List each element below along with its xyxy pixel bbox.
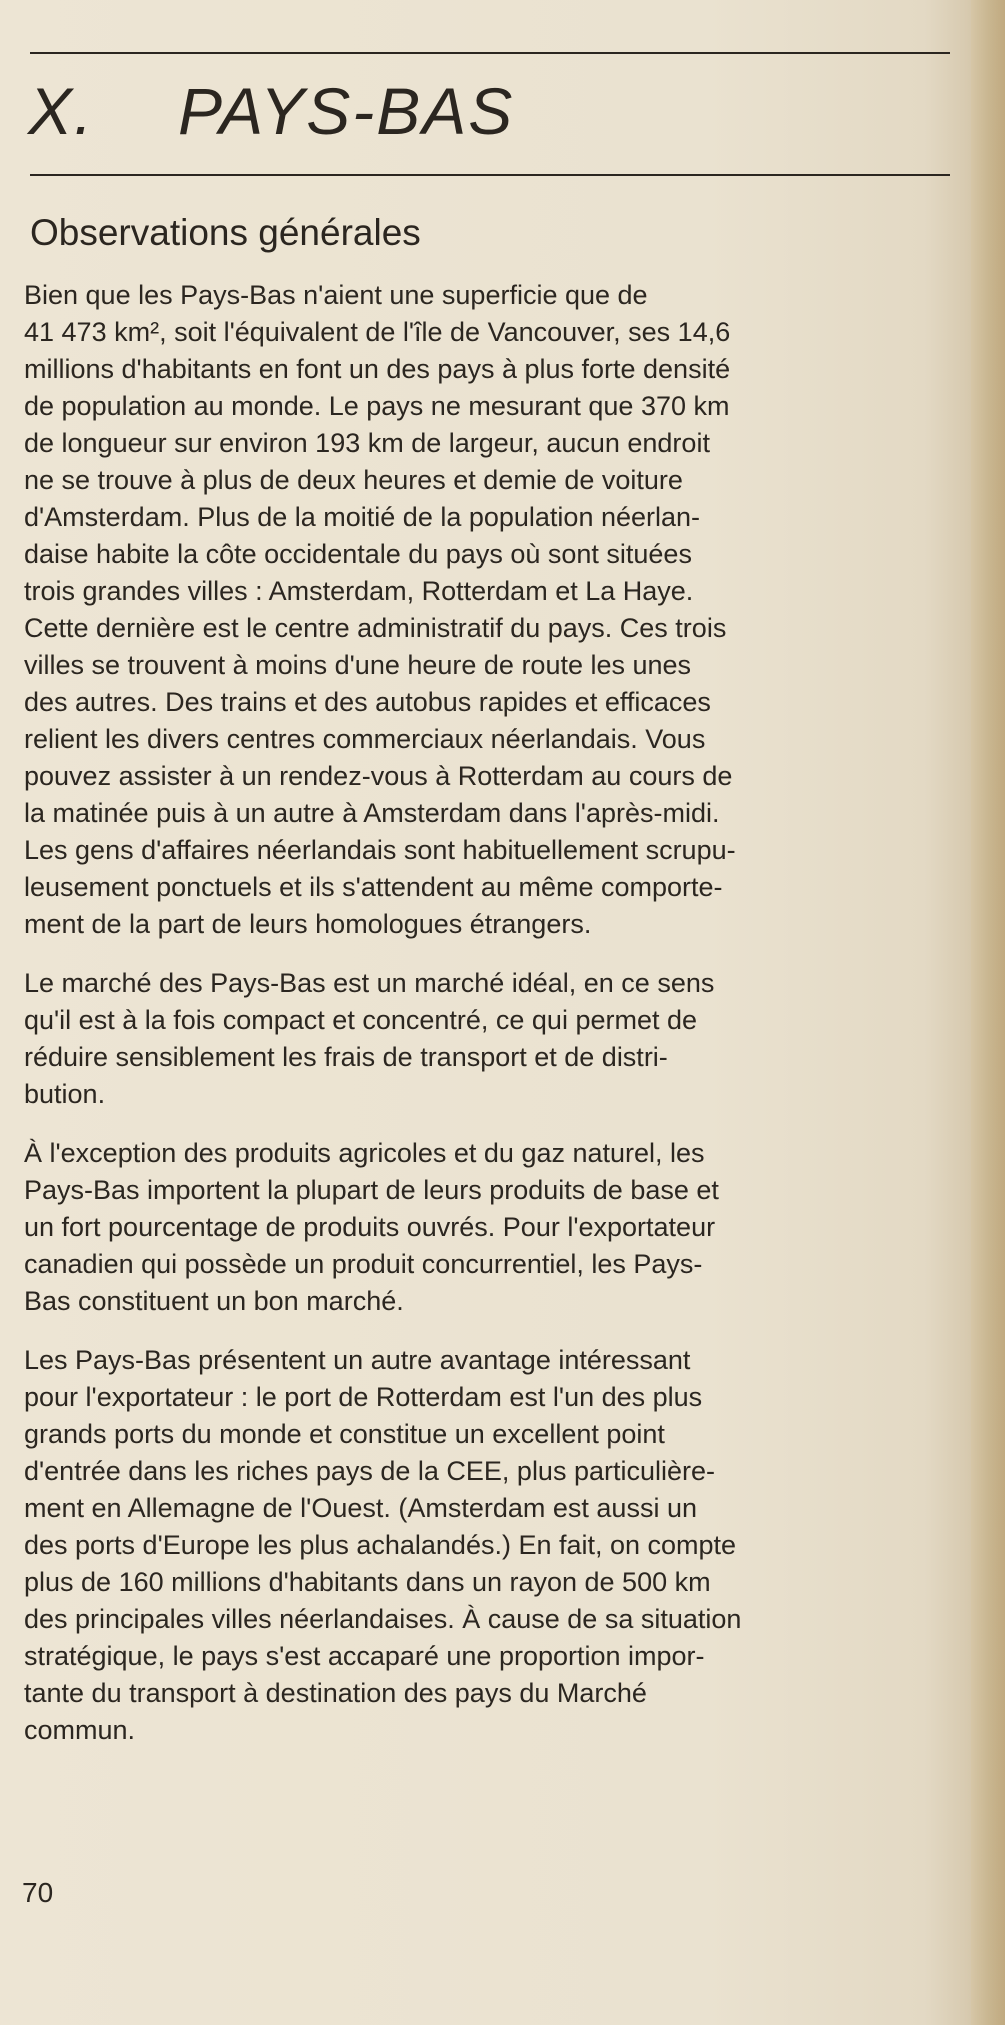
text-line: Bien que les Pays-Bas n'aient une superficie que de bbox=[24, 280, 648, 310]
text-line: commun. bbox=[24, 1715, 136, 1745]
section-heading: Observations générales bbox=[30, 212, 421, 253]
text-line: des autres. Des trains et des autobus rapides et efficaces bbox=[24, 687, 711, 717]
chapter-name: PAYS-BAS bbox=[178, 74, 515, 148]
text-line: ment de la part de leurs homologues étrangers. bbox=[24, 909, 592, 939]
header-rule-bottom bbox=[30, 174, 950, 176]
text-line: d'entrée dans les riches pays de la CEE, plus particulière- bbox=[24, 1456, 716, 1486]
text-line: des principales villes néerlandaises. À cause de sa situation bbox=[24, 1604, 742, 1634]
text-line: daise habite la côte occidentale du pays où sont situées bbox=[24, 539, 692, 569]
text-line: trois grandes villes : Amsterdam, Rotterdam et La Haye. bbox=[24, 576, 694, 606]
page-edge-shadow bbox=[971, 0, 1005, 2025]
page-number: 70 bbox=[22, 1877, 54, 1908]
body-text bbox=[24, 277, 954, 1749]
text-line: Cette dernière est le centre administratif du pays. Ces trois bbox=[24, 613, 727, 643]
text-line: ne se trouve à plus de deux heures et demie de voiture bbox=[24, 465, 683, 495]
chapter-title bbox=[28, 74, 515, 148]
text-line: millions d'habitants en font un des pays à plus forte densité bbox=[24, 354, 731, 384]
paragraph bbox=[24, 1135, 954, 1320]
text-line: pouvez assister à un rendez-vous à Rotterdam au cours de bbox=[24, 761, 733, 791]
text-line: grands ports du monde et constitue un excellent point bbox=[24, 1419, 665, 1449]
text-line: Les Pays-Bas présentent un autre avantage intéressant bbox=[24, 1345, 691, 1375]
text-line: un fort pourcentage de produits ouvrés. Pour l'exportateur bbox=[24, 1212, 716, 1242]
text-line: Pays-Bas importent la plupart de leurs produits de base et bbox=[24, 1175, 719, 1205]
paragraph bbox=[24, 965, 954, 1113]
paragraph bbox=[24, 1342, 954, 1749]
text-line: de population au monde. Le pays ne mesurant que 370 km bbox=[24, 391, 730, 421]
text-line: Les gens d'affaires néerlandais sont habituellement scrupu- bbox=[24, 835, 736, 865]
text-line: pour l'exportateur : le port de Rotterdam est l'un des plus bbox=[24, 1382, 703, 1412]
text-line: villes se trouvent à moins d'une heure de route les unes bbox=[24, 650, 692, 680]
text-line: À l'exception des produits agricoles et du gaz naturel, les bbox=[24, 1138, 705, 1168]
text-line: ment en Allemagne de l'Ouest. (Amsterdam est aussi un bbox=[24, 1493, 697, 1523]
text-line: 41 473 km², soit l'équivalent de l'île de Vancouver, ses 14,6 bbox=[24, 317, 731, 347]
chapter-number: X. bbox=[28, 74, 95, 148]
text-line: Le marché des Pays-Bas est un marché idéal, en ce sens bbox=[24, 968, 715, 998]
text-line: stratégique, le pays s'est accaparé une proportion impor- bbox=[24, 1641, 705, 1671]
text-line: des ports d'Europe les plus achalandés.) En fait, on compte bbox=[24, 1530, 737, 1560]
text-line: bution. bbox=[24, 1079, 106, 1109]
text-line: Bas constituent un bon marché. bbox=[24, 1286, 404, 1316]
text-line: plus de 160 millions d'habitants dans un rayon de 500 km bbox=[24, 1567, 711, 1597]
paragraph bbox=[24, 277, 954, 943]
text-line: réduire sensiblement les frais de transport et de distri- bbox=[24, 1042, 668, 1072]
text-line: canadien qui possède un produit concurrentiel, les Pays- bbox=[24, 1249, 703, 1279]
text-line: la matinée puis à un autre à Amsterdam dans l'après-midi. bbox=[24, 798, 720, 828]
text-line: d'Amsterdam. Plus de la moitié de la population néerlan- bbox=[24, 502, 701, 532]
text-line: qu'il est à la fois compact et concentré, ce qui permet de bbox=[24, 1005, 698, 1035]
text-line: leusement ponctuels et ils s'attendent au même comporte- bbox=[24, 872, 723, 902]
text-line: de longueur sur environ 193 km de largeur, aucun endroit bbox=[24, 428, 710, 458]
text-line: relient les divers centres commerciaux néerlandais. Vous bbox=[24, 724, 706, 754]
header-rule-top bbox=[30, 52, 950, 54]
text-line: tante du transport à destination des pays du Marché bbox=[24, 1678, 647, 1708]
